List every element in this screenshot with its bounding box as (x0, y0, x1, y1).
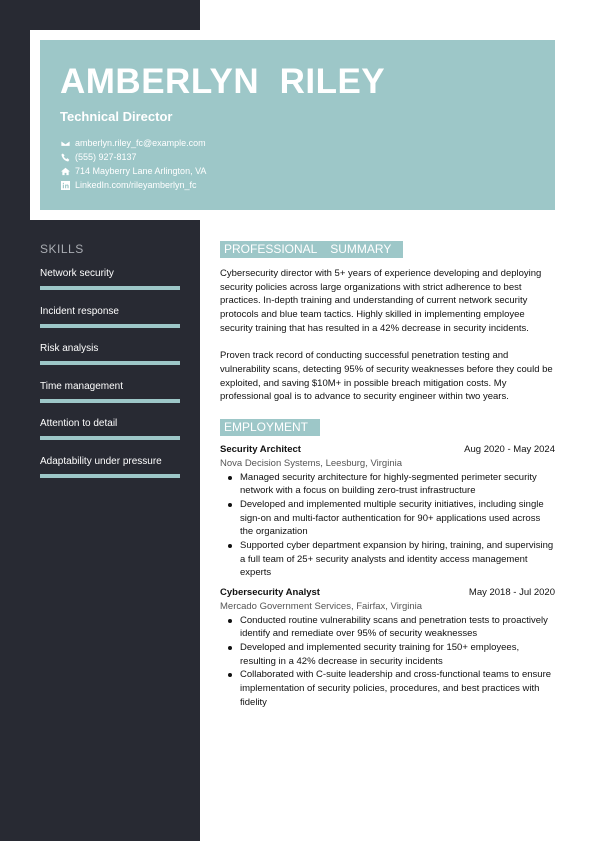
skill-item (40, 341, 180, 379)
contact-phone[interactable] (60, 150, 206, 164)
contact-address (60, 164, 206, 178)
contact-address-text: 714 Mayberry Lane Arlington, VA (75, 166, 207, 176)
job-dates: Aug 2020 - May 2024 (464, 444, 555, 456)
job-bullet: Conducted routine vulnerability scans and penetration tests to proactively identify and remediate over 95% of security weaknesses (240, 614, 555, 641)
candidate-name: AMBERLYN RILEY (60, 62, 386, 101)
contact-linkedin[interactable] (60, 178, 206, 192)
skill-item (40, 379, 180, 417)
contact-email-text: amberlyn.riley_fc@example.com (75, 138, 206, 148)
skill-bar (40, 474, 180, 478)
skill-item (40, 304, 180, 342)
job-bullet: Collaborated with C-suite leadership and cross-functional teams to ensure implementation of security policies, procedures, and best practices with fidelity (240, 668, 555, 709)
envelope-icon (60, 138, 70, 148)
skill-bar (40, 324, 180, 328)
skill-name: Incident response (40, 305, 119, 317)
skill-name: Risk analysis (40, 343, 99, 354)
contact-phone-text: (555) 927-8137 (75, 152, 137, 162)
employment-section (220, 418, 555, 710)
skills-list (40, 266, 180, 491)
skill-bar (40, 399, 180, 403)
job-company: Nova Decision Systems, Leesburg, Virginia (220, 458, 402, 470)
employment-heading: EMPLOYMENT (220, 419, 320, 436)
skill-bar (40, 361, 180, 365)
summary-heading: PROFESSIONAL SUMMARY (220, 241, 403, 258)
contact-linkedin-text: LinkedIn.com/rileyamberlyn_fc (75, 180, 197, 190)
skills-heading: SKILLS (40, 242, 84, 256)
job-bullet: Developed and implemented multiple security initiatives, including single sign-on and multi-factor authentication for 90+ applications used across the organization (240, 498, 555, 539)
skill-name: Adaptability under pressure (40, 455, 162, 467)
skill-name: Network security (40, 268, 114, 279)
skill-item (40, 454, 180, 492)
job-bullet: Managed security architecture for highly-segmented perimeter security network with a focus on building zero-trust infrastructure (240, 471, 555, 498)
job-bullet: Supported cyber department expansion by hiring, training, and supervising a full team of 25+ security analysts and identity access management experts (240, 540, 554, 579)
home-icon (60, 166, 70, 176)
job-entry (220, 443, 555, 580)
contact-email[interactable] (60, 136, 206, 150)
skill-bar (40, 286, 180, 290)
skill-name: Time management (40, 380, 123, 392)
skill-item (40, 266, 180, 304)
skill-item (40, 416, 180, 454)
job-company: Mercado Government Services, Fairfax, Virginia (220, 601, 423, 613)
job-role: Cybersecurity Analyst (220, 587, 320, 599)
main-content (220, 240, 555, 710)
job-entry (220, 586, 555, 709)
job-role: Security Architect (220, 444, 301, 456)
phone-icon (60, 152, 70, 162)
summary-paragraph: Cybersecurity director with 5+ years of experience developing and deploying security policies across large organizations with strict adherence to best practices. In-depth training and understanding of current network security protocols and blue team tactics. Highly skilled in implementing employee security training that has resulted in a 42% decrease in security incidents. (220, 268, 542, 334)
summary-section (220, 267, 555, 404)
job-dates: May 2018 - Jul 2020 (468, 587, 555, 599)
linkedin-icon (60, 180, 70, 190)
summary-paragraph: Proven track record of conducting successful penetration testing and vulnerability scans, detecting 95% of security weaknesses before they could be exploited, and saving $10M+ in possible breach mitigation costs. My professional goal is to advance to security engineer within two years. (220, 350, 553, 403)
job-bullets (220, 471, 555, 581)
contact-list (60, 136, 206, 192)
skill-bar (40, 436, 180, 440)
job-bullets (220, 614, 555, 710)
candidate-title: Technical Director (60, 109, 173, 124)
job-bullet: Developed and implemented security training for 150+ employees, resulting in a 42% decrease in security incidents (240, 641, 555, 668)
skill-name: Attention to detail (40, 418, 118, 429)
header-banner (40, 40, 555, 210)
